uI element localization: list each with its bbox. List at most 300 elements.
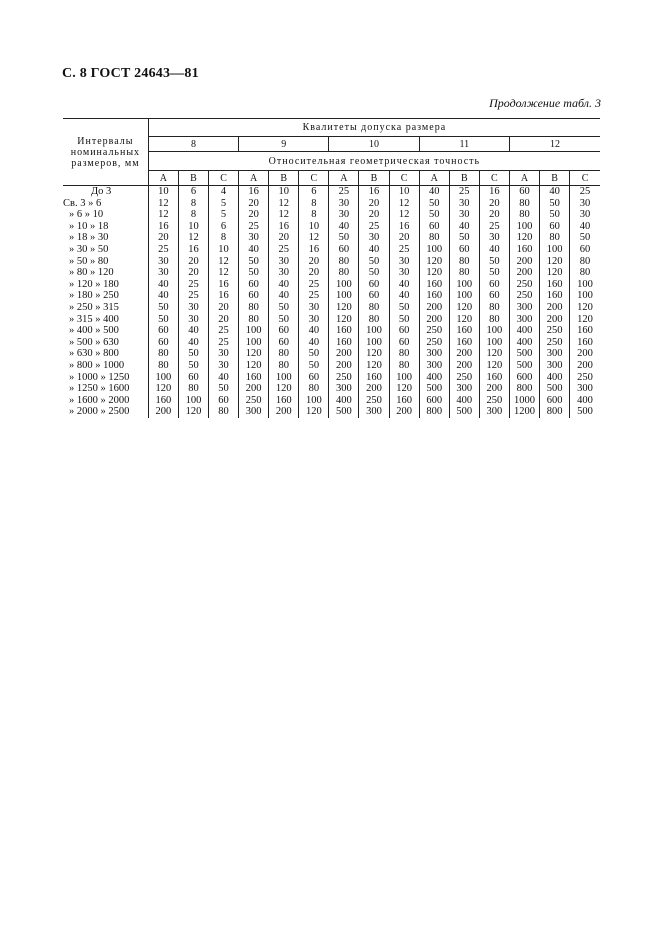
value-cell: 100 xyxy=(540,244,570,256)
interval-label-line-3: размеров, мм xyxy=(71,157,140,169)
value-cell: 20 xyxy=(178,267,208,279)
value-cell: 160 xyxy=(419,290,449,302)
subcolumn-a: A xyxy=(419,171,449,186)
value-cell: 120 xyxy=(239,360,269,372)
value-cell: 40 xyxy=(178,325,208,337)
value-cell: 6 xyxy=(208,221,238,233)
value-cell: 600 xyxy=(419,395,449,407)
value-cell: 1200 xyxy=(509,406,539,418)
table-row xyxy=(63,325,600,337)
value-cell: 200 xyxy=(509,256,539,268)
value-cell: 16 xyxy=(239,186,269,198)
value-cell: 60 xyxy=(239,279,269,291)
table-row xyxy=(63,372,600,384)
value-cell: 30 xyxy=(329,209,359,221)
value-cell: 16 xyxy=(148,221,178,233)
value-cell: 400 xyxy=(449,395,479,407)
value-cell: 120 xyxy=(148,383,178,395)
interval-cell: » 120 » 180 xyxy=(69,278,119,290)
value-cell: 200 xyxy=(389,406,419,418)
value-cell: 40 xyxy=(329,221,359,233)
value-cell: 120 xyxy=(389,383,419,395)
value-cell: 60 xyxy=(208,395,238,407)
value-cell: 30 xyxy=(449,198,479,210)
value-cell: 4 xyxy=(208,186,238,198)
subcolumn-c: C xyxy=(479,171,509,186)
value-cell: 50 xyxy=(389,302,419,314)
value-cell: 8 xyxy=(299,198,329,210)
value-cell: 80 xyxy=(239,314,269,326)
value-cell: 80 xyxy=(479,314,509,326)
value-cell: 200 xyxy=(329,348,359,360)
value-cell: 250 xyxy=(239,395,269,407)
value-cell: 60 xyxy=(148,325,178,337)
value-cell: 120 xyxy=(540,267,570,279)
value-cell: 30 xyxy=(269,256,299,268)
subcolumn-b: B xyxy=(178,171,208,186)
value-cell: 160 xyxy=(359,372,389,384)
subcolumn-c: C xyxy=(389,171,419,186)
value-cell: 800 xyxy=(419,406,449,418)
value-cell: 30 xyxy=(178,302,208,314)
value-cell: 50 xyxy=(570,232,600,244)
value-cell: 16 xyxy=(389,221,419,233)
value-cell: 30 xyxy=(479,232,509,244)
subcolumn-c: C xyxy=(570,171,600,186)
value-cell: 500 xyxy=(540,383,570,395)
value-cell: 80 xyxy=(269,360,299,372)
table-row xyxy=(63,395,600,407)
value-cell: 80 xyxy=(148,360,178,372)
value-cell: 30 xyxy=(449,209,479,221)
value-cell: 30 xyxy=(208,360,238,372)
subcolumn-a: A xyxy=(239,171,269,186)
table-row xyxy=(63,256,600,268)
subcolumn-b: B xyxy=(359,171,389,186)
interval-cell: » 10 » 18 xyxy=(69,220,109,232)
value-cell: 60 xyxy=(178,372,208,384)
value-cell: 160 xyxy=(540,290,570,302)
value-cell: 40 xyxy=(359,244,389,256)
value-cell: 25 xyxy=(479,221,509,233)
table-row xyxy=(63,383,600,395)
value-cell: 500 xyxy=(509,360,539,372)
value-cell: 400 xyxy=(509,325,539,337)
value-cell: 6 xyxy=(299,186,329,198)
value-cell: 300 xyxy=(570,383,600,395)
value-cell: 160 xyxy=(329,337,359,349)
table-row xyxy=(63,186,600,198)
value-cell: 25 xyxy=(239,221,269,233)
value-cell: 40 xyxy=(479,244,509,256)
value-cell: 60 xyxy=(359,279,389,291)
interval-label-line-1: Интервалы xyxy=(77,135,134,147)
value-cell: 400 xyxy=(570,395,600,407)
quality-8: 8 xyxy=(148,137,238,152)
value-cell: 250 xyxy=(540,337,570,349)
value-cell: 120 xyxy=(419,256,449,268)
interval-cell: » 80 » 120 xyxy=(69,267,114,279)
table-row xyxy=(63,232,600,244)
value-cell: 200 xyxy=(540,314,570,326)
value-cell: 500 xyxy=(329,406,359,418)
value-cell: 80 xyxy=(359,302,389,314)
value-cell: 20 xyxy=(479,209,509,221)
interval-cell: Св. 3 » 6 xyxy=(63,197,102,209)
table-row xyxy=(63,290,600,302)
value-cell: 50 xyxy=(269,314,299,326)
page-header: С. 8 ГОСТ 24643—81 xyxy=(62,66,199,81)
value-cell: 50 xyxy=(239,267,269,279)
value-cell: 160 xyxy=(239,372,269,384)
value-cell: 500 xyxy=(449,406,479,418)
value-cell: 40 xyxy=(239,244,269,256)
value-cell: 120 xyxy=(419,267,449,279)
interval-cell: » 18 » 30 xyxy=(69,232,109,244)
value-cell: 120 xyxy=(299,406,329,418)
value-cell: 50 xyxy=(419,209,449,221)
value-cell: 250 xyxy=(509,279,539,291)
value-cell: 200 xyxy=(479,383,509,395)
value-cell: 40 xyxy=(570,221,600,233)
value-cell: 60 xyxy=(269,325,299,337)
value-cell: 16 xyxy=(208,290,238,302)
value-cell: 160 xyxy=(479,372,509,384)
value-cell: 80 xyxy=(509,209,539,221)
interval-cell: » 1000 » 1250 xyxy=(69,371,130,383)
interval-cell: » 1600 » 2000 xyxy=(69,394,130,406)
table-row xyxy=(63,314,600,326)
interval-cell: » 315 » 400 xyxy=(69,313,119,325)
value-cell: 800 xyxy=(509,383,539,395)
value-cell: 100 xyxy=(479,325,509,337)
value-cell: 200 xyxy=(419,302,449,314)
value-cell: 300 xyxy=(329,383,359,395)
interval-cell: » 50 » 80 xyxy=(69,255,109,267)
value-cell: 80 xyxy=(479,302,509,314)
value-cell: 60 xyxy=(479,290,509,302)
value-cell: 30 xyxy=(570,198,600,210)
value-cell: 30 xyxy=(329,198,359,210)
value-cell: 80 xyxy=(389,348,419,360)
table-row xyxy=(63,198,600,210)
value-cell: 25 xyxy=(329,186,359,198)
table-row xyxy=(63,348,600,360)
value-cell: 80 xyxy=(570,256,600,268)
subcolumn-a: A xyxy=(329,171,359,186)
subcolumn-b: B xyxy=(269,171,299,186)
value-cell: 160 xyxy=(570,325,600,337)
value-cell: 40 xyxy=(148,290,178,302)
value-cell: 25 xyxy=(299,279,329,291)
value-cell: 300 xyxy=(239,406,269,418)
value-cell: 8 xyxy=(178,198,208,210)
value-cell: 120 xyxy=(570,302,600,314)
value-cell: 25 xyxy=(449,186,479,198)
value-cell: 200 xyxy=(329,360,359,372)
quality-12: 12 xyxy=(509,137,600,152)
quality-10: 10 xyxy=(329,137,419,152)
value-cell: 20 xyxy=(389,232,419,244)
value-cell: 40 xyxy=(148,279,178,291)
value-cell: 400 xyxy=(509,337,539,349)
value-cell: 300 xyxy=(540,348,570,360)
value-cell: 160 xyxy=(329,325,359,337)
interval-cell: » 6 » 10 xyxy=(69,209,104,221)
value-cell: 600 xyxy=(509,372,539,384)
value-cell: 80 xyxy=(208,406,238,418)
value-cell: 25 xyxy=(269,244,299,256)
tolerance-table xyxy=(63,118,600,418)
value-cell: 12 xyxy=(299,232,329,244)
value-cell: 250 xyxy=(479,395,509,407)
value-cell: 80 xyxy=(329,267,359,279)
value-cell: 50 xyxy=(479,256,509,268)
value-cell: 8 xyxy=(299,209,329,221)
value-cell: 100 xyxy=(239,325,269,337)
value-cell: 20 xyxy=(359,209,389,221)
value-cell: 80 xyxy=(389,360,419,372)
value-cell: 160 xyxy=(419,279,449,291)
value-cell: 100 xyxy=(239,337,269,349)
value-cell: 16 xyxy=(359,186,389,198)
value-cell: 160 xyxy=(449,325,479,337)
interval-cell: » 30 » 50 xyxy=(69,243,109,255)
value-cell: 500 xyxy=(509,348,539,360)
value-cell: 30 xyxy=(570,209,600,221)
value-cell: 20 xyxy=(239,209,269,221)
value-cell: 30 xyxy=(239,232,269,244)
value-cell: 160 xyxy=(449,337,479,349)
value-cell: 60 xyxy=(509,186,539,198)
value-cell: 60 xyxy=(389,337,419,349)
value-cell: 120 xyxy=(479,348,509,360)
value-cell: 50 xyxy=(269,302,299,314)
table-row xyxy=(63,221,600,233)
value-cell: 10 xyxy=(299,221,329,233)
value-cell: 80 xyxy=(359,314,389,326)
relative-accuracy-header: Относительная геометрическая точность xyxy=(148,152,600,171)
value-cell: 100 xyxy=(570,290,600,302)
value-cell: 250 xyxy=(419,337,449,349)
value-cell: 300 xyxy=(419,348,449,360)
value-cell: 100 xyxy=(329,290,359,302)
value-cell: 25 xyxy=(208,325,238,337)
value-cell: 20 xyxy=(479,198,509,210)
value-cell: 25 xyxy=(389,244,419,256)
value-cell: 25 xyxy=(178,290,208,302)
value-cell: 200 xyxy=(269,406,299,418)
value-cell: 160 xyxy=(509,244,539,256)
value-cell: 80 xyxy=(570,267,600,279)
value-cell: 250 xyxy=(540,325,570,337)
value-cell: 25 xyxy=(570,186,600,198)
value-cell: 30 xyxy=(148,256,178,268)
value-cell: 16 xyxy=(208,279,238,291)
quality-9: 9 xyxy=(239,137,329,152)
value-cell: 40 xyxy=(540,186,570,198)
value-cell: 100 xyxy=(359,337,389,349)
table-row xyxy=(63,209,600,221)
value-cell: 30 xyxy=(269,267,299,279)
value-cell: 10 xyxy=(389,186,419,198)
value-cell: 12 xyxy=(389,209,419,221)
value-cell: 30 xyxy=(148,267,178,279)
value-cell: 800 xyxy=(540,406,570,418)
value-cell: 100 xyxy=(570,279,600,291)
interval-label-line-2: номинальных xyxy=(70,146,141,158)
table-row xyxy=(63,360,600,372)
value-cell: 12 xyxy=(269,198,299,210)
value-cell: 25 xyxy=(208,337,238,349)
table-row xyxy=(63,279,600,291)
value-cell: 120 xyxy=(449,302,479,314)
value-cell: 80 xyxy=(329,256,359,268)
value-cell: 160 xyxy=(570,337,600,349)
value-cell: 30 xyxy=(299,314,329,326)
value-cell: 400 xyxy=(540,372,570,384)
value-cell: 300 xyxy=(509,314,539,326)
value-cell: 80 xyxy=(509,198,539,210)
quality-11: 11 xyxy=(419,137,509,152)
value-cell: 100 xyxy=(389,372,419,384)
value-cell: 100 xyxy=(479,337,509,349)
value-cell: 12 xyxy=(208,267,238,279)
value-cell: 8 xyxy=(208,232,238,244)
interval-cell: » 500 » 630 xyxy=(69,336,119,348)
subcolumn-b: B xyxy=(449,171,479,186)
value-cell: 10 xyxy=(269,186,299,198)
value-cell: 120 xyxy=(329,302,359,314)
value-cell: 100 xyxy=(299,395,329,407)
value-cell: 80 xyxy=(239,302,269,314)
value-cell: 30 xyxy=(389,256,419,268)
value-cell: 6 xyxy=(178,186,208,198)
value-cell: 60 xyxy=(299,372,329,384)
value-cell: 50 xyxy=(540,198,570,210)
value-cell: 20 xyxy=(299,267,329,279)
value-cell: 100 xyxy=(449,279,479,291)
table-continuation-note: Продолжение табл. 3 xyxy=(489,96,601,110)
subcolumn-c: C xyxy=(299,171,329,186)
value-cell: 5 xyxy=(208,209,238,221)
subcolumn-b: B xyxy=(540,171,570,186)
value-cell: 40 xyxy=(389,290,419,302)
value-cell: 50 xyxy=(239,256,269,268)
value-cell: 20 xyxy=(359,198,389,210)
value-cell: 120 xyxy=(269,383,299,395)
value-cell: 60 xyxy=(419,221,449,233)
qualities-header: Квалитеты допуска размера xyxy=(148,119,600,137)
value-cell: 80 xyxy=(269,348,299,360)
value-cell: 200 xyxy=(570,360,600,372)
value-cell: 300 xyxy=(419,360,449,372)
value-cell: 100 xyxy=(178,395,208,407)
value-cell: 12 xyxy=(389,198,419,210)
interval-header xyxy=(63,119,148,186)
value-cell: 500 xyxy=(570,406,600,418)
value-cell: 100 xyxy=(269,372,299,384)
value-cell: 300 xyxy=(509,302,539,314)
value-cell: 100 xyxy=(419,244,449,256)
value-cell: 12 xyxy=(269,209,299,221)
value-cell: 20 xyxy=(299,256,329,268)
value-cell: 160 xyxy=(389,395,419,407)
value-cell: 30 xyxy=(389,267,419,279)
value-cell: 100 xyxy=(509,221,539,233)
value-cell: 60 xyxy=(359,290,389,302)
table-row xyxy=(63,267,600,279)
value-cell: 120 xyxy=(178,406,208,418)
value-cell: 40 xyxy=(178,337,208,349)
value-cell: 50 xyxy=(389,314,419,326)
value-cell: 60 xyxy=(329,244,359,256)
interval-cell: » 800 » 1000 xyxy=(69,359,125,371)
value-cell: 16 xyxy=(269,221,299,233)
value-cell: 20 xyxy=(208,302,238,314)
interval-cell: » 180 » 250 xyxy=(69,290,119,302)
value-cell: 120 xyxy=(359,348,389,360)
value-cell: 250 xyxy=(509,290,539,302)
value-cell: 120 xyxy=(540,256,570,268)
value-cell: 25 xyxy=(359,221,389,233)
value-cell: 25 xyxy=(299,290,329,302)
value-cell: 10 xyxy=(148,186,178,198)
interval-cell: До 3 xyxy=(91,186,112,197)
value-cell: 200 xyxy=(419,314,449,326)
value-cell: 30 xyxy=(178,314,208,326)
value-cell: 20 xyxy=(208,314,238,326)
value-cell: 12 xyxy=(148,198,178,210)
value-cell: 80 xyxy=(449,267,479,279)
value-cell: 50 xyxy=(299,360,329,372)
value-cell: 40 xyxy=(389,279,419,291)
value-cell: 60 xyxy=(148,337,178,349)
interval-cell: » 630 » 800 xyxy=(69,348,119,360)
value-cell: 40 xyxy=(449,221,479,233)
value-cell: 5 xyxy=(208,198,238,210)
value-cell: 300 xyxy=(359,406,389,418)
value-cell: 160 xyxy=(540,279,570,291)
value-cell: 25 xyxy=(178,279,208,291)
value-cell: 8 xyxy=(178,209,208,221)
interval-cell: » 400 » 500 xyxy=(69,325,119,337)
value-cell: 400 xyxy=(419,372,449,384)
value-cell: 40 xyxy=(419,186,449,198)
value-cell: 160 xyxy=(148,395,178,407)
value-cell: 300 xyxy=(449,383,479,395)
value-cell: 80 xyxy=(419,232,449,244)
value-cell: 160 xyxy=(269,395,299,407)
value-cell: 16 xyxy=(479,186,509,198)
value-cell: 120 xyxy=(329,314,359,326)
value-cell: 30 xyxy=(208,348,238,360)
value-cell: 60 xyxy=(570,244,600,256)
subcolumn-a: A xyxy=(148,171,178,186)
value-cell: 50 xyxy=(449,232,479,244)
value-cell: 40 xyxy=(269,290,299,302)
value-cell: 30 xyxy=(299,302,329,314)
value-cell: 1000 xyxy=(509,395,539,407)
value-cell: 60 xyxy=(540,221,570,233)
value-cell: 100 xyxy=(329,279,359,291)
value-cell: 250 xyxy=(419,325,449,337)
value-cell: 50 xyxy=(299,348,329,360)
table-row xyxy=(63,302,600,314)
value-cell: 12 xyxy=(178,232,208,244)
value-cell: 20 xyxy=(178,256,208,268)
value-cell: 20 xyxy=(239,198,269,210)
